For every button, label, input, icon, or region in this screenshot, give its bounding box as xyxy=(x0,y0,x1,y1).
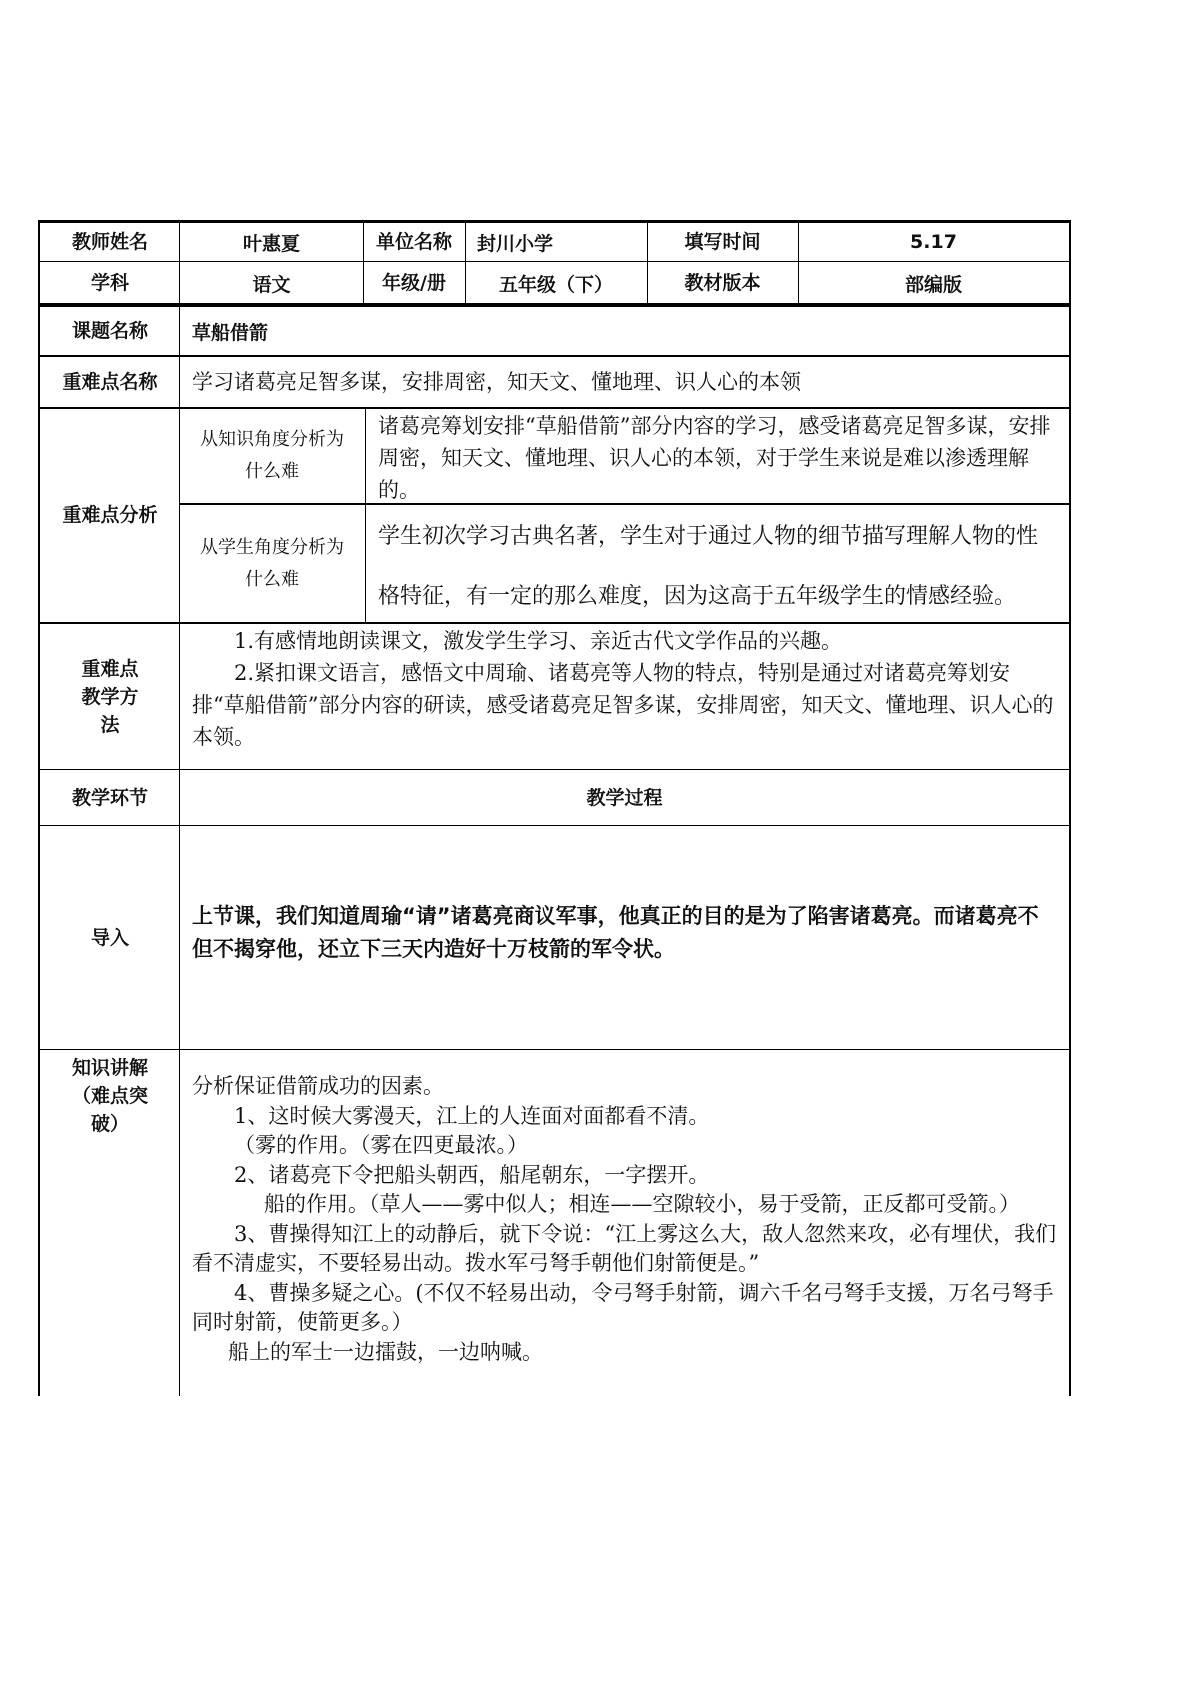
intro-text: 上节课，我们知道周瑜“请”诸葛亮商议军事，他真正的目的是为了陷害诸葛亮。而诸葛亮不但不揭穿他，还立下三天内造好十万枝箭的军令状。 xyxy=(192,904,1039,961)
table-col-rule xyxy=(363,220,364,304)
knowledge-line: （雾的作用。（雾在四更最浓。） xyxy=(234,1133,528,1157)
edition-label: 教材版本 xyxy=(684,271,761,294)
key-point-label: 重难点名称 xyxy=(62,370,158,393)
table-rule xyxy=(180,503,1071,505)
table-rule xyxy=(38,769,1071,770)
table-rule xyxy=(38,355,1071,357)
method-line: 2.紧扣课文语言，感悟文中周瑜、诸葛亮等人物的特点，特别是通过对诸葛亮筹划安排“草船借箭”部分内容的研读，感受诸葛亮足智多谋，安排周密，知天文、懂地理、识人心的本领。 xyxy=(192,661,1054,749)
knowledge-line: 船上的军士一边擂鼓，一边呐喊。 xyxy=(228,1339,543,1364)
key-point-value: 学习诸葛亮足智多谋，安排周密，知天文、懂地理、识人心的本领 xyxy=(192,370,801,394)
grade-value: 五年级（下） xyxy=(498,273,613,296)
knowledge-line: 3、曹操得知江上的动静后，就下令说：“江上雾这么大，敌人忽然来攻，必有埋伏，我们看不清虚实，不要轻易出动。拨水军弓弩手朝他们射箭便是。” xyxy=(192,1221,1057,1275)
knowledge-label xyxy=(40,1050,180,1135)
method-text xyxy=(180,623,1069,770)
knowledge-angle-text: 诸葛亮筹划安排“草船借箭”部分内容的学习，感受诸葛亮足智多谋，安排周密，知天文、懂地理、识人心的本领，对于学生来说是难以渗透理解的。 xyxy=(378,414,1051,502)
student-angle-text: 学生初次学习古典名著，学生对于通过人物的细节描写理解人物的性格特征，有一定的那么难度，因为这高于五年级学生的情感经验。 xyxy=(378,524,1039,609)
fill-time-label: 填写时间 xyxy=(684,230,761,253)
table-border-left xyxy=(38,220,40,1396)
knowledge-angle-label: 从知识角度分析为什么难 xyxy=(200,428,344,482)
method-label xyxy=(40,623,180,770)
knowledge-line: 船的作用。（草人——雾中似人；相连——空隙较小，易于受箭，正反都可受箭。） xyxy=(264,1192,1020,1216)
table-border-right xyxy=(1069,220,1071,1396)
table-col-rule xyxy=(179,220,180,1396)
fill-time-value: 5.17 xyxy=(910,231,957,253)
knowledge-text xyxy=(180,1050,1069,1396)
table-rule xyxy=(38,303,1071,307)
unit-name-label: 单位名称 xyxy=(375,230,452,253)
table-col-rule xyxy=(798,220,799,304)
method-line: 1.有感情地朗读课文，激发学生学习、亲近古代文学作品的兴趣。 xyxy=(234,629,843,653)
process-stage-label: 教学环节 xyxy=(71,786,148,809)
table-rule xyxy=(38,261,1071,262)
teacher-name-value: 叶惠夏 xyxy=(242,232,300,255)
edition-value: 部编版 xyxy=(904,273,962,296)
knowledge-line: 2、诸葛亮下令把船头朝西，船尾朝东，一字摆开。 xyxy=(234,1162,710,1187)
analysis-label: 重难点分析 xyxy=(62,504,158,526)
process-title: 教学过程 xyxy=(586,786,663,809)
table-rule xyxy=(38,407,1071,409)
student-angle-label: 从学生角度分析为什么难 xyxy=(200,537,344,590)
table-rule xyxy=(38,825,1071,826)
knowledge-label-text: 知识讲解（难点突破） xyxy=(71,1057,148,1135)
table-col-rule xyxy=(365,408,366,623)
teacher-name-label: 教师姓名 xyxy=(71,230,148,253)
knowledge-line: 4、曹操多疑之心。(不仅不轻易出动，令弓弩手射箭，调六千名弓弩手支援，万名弓弩手同时射箭，使箭更多。） xyxy=(192,1280,1054,1334)
knowledge-line: 1、这时候大雾漫天，江上的人连面对面都看不清。 xyxy=(234,1103,710,1128)
unit-name-value: 封川小学 xyxy=(477,232,554,255)
topic-value: 草船借箭 xyxy=(192,322,269,344)
subject-label: 学科 xyxy=(90,271,129,294)
table-col-rule xyxy=(465,220,466,304)
table-col-rule xyxy=(647,220,648,304)
topic-label: 课题名称 xyxy=(71,320,148,342)
knowledge-line: 分析保证借箭成功的因素。 xyxy=(192,1074,444,1098)
intro-label: 导入 xyxy=(90,926,129,949)
method-label-text: 重难点教学方法 xyxy=(81,657,139,736)
table-border-top xyxy=(38,220,1071,223)
table-rule xyxy=(38,622,1071,624)
subject-value: 语文 xyxy=(252,273,291,296)
table-rule xyxy=(38,1049,1071,1050)
grade-label: 年级/册 xyxy=(382,271,446,294)
